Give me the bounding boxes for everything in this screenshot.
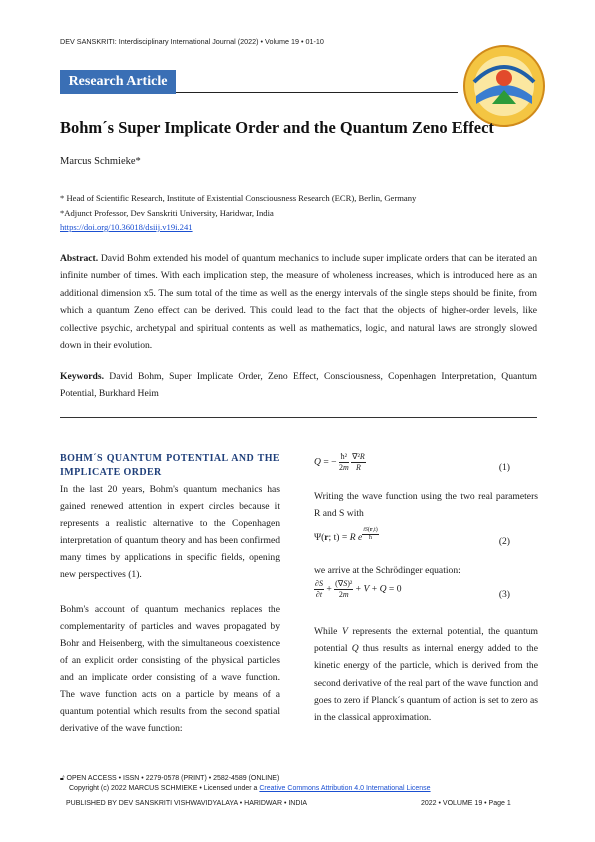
article-title: Bohm´s Super Implicate Order and the Quantum Zeno Effect — [60, 118, 494, 137]
copyright-line — [69, 785, 431, 792]
equation-2-number: (2) — [498, 536, 510, 548]
abstract-text: David Bohm extended his model of quantum mechanics to include super implicate orders that can be iterated an infinite number of times. With each implication step, the measure of wholeness increases, which is introduced here as an additional dimension x5. The sum total of the time as well as the energy intervals of the single steps should be finite, from which a quantum Zeno effect can be derived. This could lead to the fact that the objects of higher-order levels, like collective psychic, archetypal and spiritual contents as well as mathematics, logic, and natural laws are strongly slowed down in their evolution. — [60, 253, 537, 352]
publisher-line: PUBLISHED BY DEV SANSKRITI VISHWAVIDYALAYA • HARIDWAR • INDIA — [66, 800, 308, 807]
paragraph-5-part-c: thus results as internal energy added to the kinetic energy of the particle, which is derived from the second derivative of the real part of the wave function and goes to zero if Planck´s quantum of action is set to zero as in the classical approximation. — [314, 643, 538, 723]
author-name: Marcus Schmieke* — [60, 156, 141, 167]
copyright-text: Copyright (c) 2022 MARCUS SCHMIEKE • Licensed under a — [69, 785, 258, 792]
abstract-label: Abstract. — [60, 253, 99, 264]
equation-3: $\frac{\partial S}{\partial t}$ + $\frac{\text{(∇S)²}}{2m}$ + V + Q = 0 (3) — [314, 579, 538, 611]
affiliation-1: * Head of Scientific Research, Institute of Existential Consciousness Research (ECR), Berlin, Germany — [60, 193, 417, 203]
open-access-line — [60, 775, 279, 783]
page-info: 2022 • VOLUME 19 • Page 1 — [421, 800, 511, 807]
section-divider — [60, 417, 537, 418]
left-column — [60, 452, 280, 754]
equation-1: Q = − $\frac{\text{ħ²}}{2m}$ $\frac{\text{∇²R}}{R}$ (1) — [314, 452, 538, 484]
header-rule — [176, 92, 458, 93]
journal-header: DEV SANSKRITI: Interdisciplinary International Journal (2022) • Volume 19 • 01-10 — [60, 37, 324, 46]
paragraph-4: we arrive at the Schrödinger equation: — [314, 565, 461, 577]
university-logo — [462, 44, 546, 128]
open-lock-icon: 🔓︎ — [60, 775, 65, 782]
keywords-label: Keywords. — [60, 371, 104, 382]
paragraph-1: In the last 20 years, Bohm's quantum mechanics has gained renewed attention in expert circles because it represents a realistic alternative to the Copenhagen interpretation of quantum theory and has been confirmed many times by applications in specific fields, opening new perspectives (1). — [60, 484, 280, 581]
paragraph-5: While V represents the external potential, the quantum potential Q thus results as internal energy added to the kinetic energy of the particle, which is derived from the second derivative of the real part of the wave function and goes to zero if Planck´s quantum of action is set to zero as in the classical approximation. — [314, 626, 538, 723]
abstract — [60, 250, 537, 354]
equation-1-number: (1) — [498, 462, 510, 473]
equation-2: Ψ(r; t) = R e $^{\frac{iS(r,t)}{ħ}}$ (2) — [314, 526, 538, 558]
article-type-badge: Research Article — [60, 70, 176, 94]
paragraph-2: Bohm's account of quantum mechanics replaces the complementarity of particles and waves propagated by Bohr and Heisenberg, with the simultaneous coexistence of an explicit order consisting of the physical particles and an implicate order consisting of a wave function. The wave function acts on a particle by means of a quantum potential which results from the second spatial derivative of the wave function: — [60, 603, 280, 735]
equation-3-number: (3) — [498, 589, 510, 601]
affiliation-2: *Adjunct Professor, Dev Sanskriti University, Haridwar, India — [60, 208, 274, 218]
paragraph-3: Writing the wave function using the two real parameters R and S with — [314, 491, 538, 520]
open-access-text: OPEN ACCESS • ISSN • 2279-0578 (PRINT) • 2582-4589 (ONLINE) — [66, 775, 280, 782]
keywords-text: David Bohm, Super Implicate Order, Zeno Effect, Consciousness, Copenhagen Interpretation, Quantum Potential, Burkhard Heim — [60, 371, 537, 399]
license-link[interactable]: Creative Commons Attribution 4.0 International License — [259, 785, 431, 792]
paragraph-5-part-b: represents the external potential, the quantum potential — [314, 626, 538, 655]
right-column — [314, 452, 538, 726]
paragraph-5-part-a: While — [314, 626, 338, 638]
doi-link[interactable]: https://doi.org/10.36018/dsiij.v19i.241 — [60, 222, 193, 232]
section-heading: BOHM´S QUANTUM POTENTIAL AND THE IMPLICATE ORDER — [60, 453, 280, 478]
keywords — [60, 368, 537, 402]
